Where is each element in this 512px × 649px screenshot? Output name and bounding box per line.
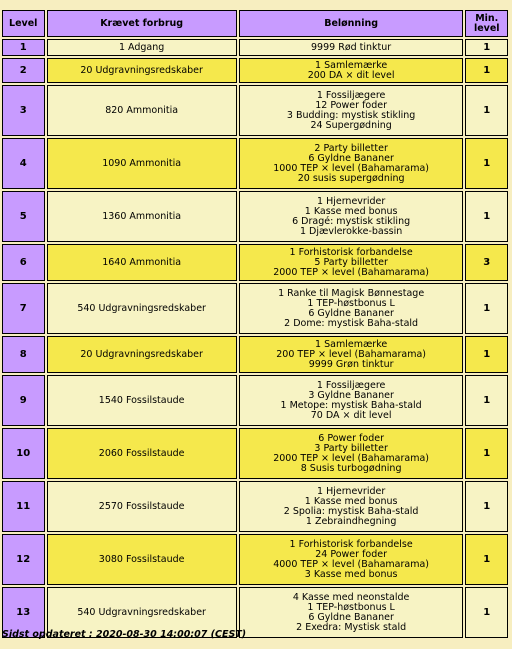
table-row	[2, 244, 508, 281]
table-body	[2, 39, 508, 638]
reward-item: 1 Zebraindhegning	[305, 515, 397, 527]
row-reward	[239, 58, 464, 83]
row-reward	[239, 481, 464, 532]
reward-item: 1 Forhistorisk forbandelse	[289, 538, 413, 550]
header-min-level: Min. level	[465, 10, 508, 37]
reward-item: 2 Party billetter	[314, 142, 388, 154]
reward-item: 24 Power foder	[315, 548, 388, 560]
row-min-level: 1	[465, 191, 508, 242]
row-reward	[239, 191, 464, 242]
reward-item: 70 DA × dit level	[310, 409, 392, 421]
reward-item: 4000 TEP × level (Bahamarama)	[273, 558, 430, 570]
table-row	[2, 58, 508, 83]
reward-item: 2000 TEP × level (Bahamarama)	[273, 266, 430, 278]
reward-item: 2000 TEP × level (Bahamarama)	[273, 452, 430, 464]
row-level: 12	[2, 534, 45, 585]
rewards-table	[0, 8, 510, 640]
row-cost: 1 Adgang	[47, 39, 237, 56]
reward-item: 1 Fossiljægere	[316, 379, 386, 391]
row-cost: 1090 Ammonitia	[47, 138, 237, 189]
header-reward: Belønning	[239, 10, 464, 37]
row-min-level: 1	[465, 428, 508, 479]
row-level: 2	[2, 58, 45, 83]
row-reward	[239, 39, 464, 56]
row-min-level: 1	[465, 481, 508, 532]
row-reward	[239, 587, 464, 638]
reward-item: 1 Hjernevrider	[317, 485, 386, 497]
last-updated: Sidst opdateret : 2020-08-30 14:00:07 (CEST)	[2, 629, 247, 640]
table-row	[2, 138, 508, 189]
row-reward	[239, 283, 464, 334]
row-reward	[239, 534, 464, 585]
reward-item: 1 Hjernevrider	[317, 195, 386, 207]
row-cost: 2060 Fossilstaude	[47, 428, 237, 479]
row-level: 1	[2, 39, 45, 56]
row-reward	[239, 375, 464, 426]
row-level: 3	[2, 85, 45, 136]
row-level: 6	[2, 244, 45, 281]
reward-item: 8 Susis turbogødning	[300, 462, 402, 474]
reward-item: 9999 Grøn tinktur	[308, 358, 394, 370]
reward-item: 3 Party billetter	[314, 442, 388, 454]
header-level: Level	[2, 10, 45, 37]
row-min-level: 1	[465, 138, 508, 189]
reward-item: 1000 TEP × level (Bahamarama)	[273, 162, 430, 174]
reward-item: 6 Gyldne Bananer	[308, 307, 394, 319]
row-cost: 1640 Ammonitia	[47, 244, 237, 281]
row-min-level: 1	[465, 58, 508, 83]
row-cost: 3080 Fossilstaude	[47, 534, 237, 585]
row-level: 4	[2, 138, 45, 189]
row-cost: 1360 Ammonitia	[47, 191, 237, 242]
reward-item: 1 Samlemærke	[315, 59, 388, 71]
table-row	[2, 375, 508, 426]
table-row	[2, 534, 508, 585]
row-reward	[239, 244, 464, 281]
table-row	[2, 191, 508, 242]
reward-item: 5 Party billetter	[314, 256, 388, 268]
row-cost: 540 Udgravningsredskaber	[47, 587, 237, 638]
table-row	[2, 85, 508, 136]
reward-item: 1 TEP-høstbonus L	[307, 601, 395, 613]
row-level: 10	[2, 428, 45, 479]
reward-item: 12 Power foder	[315, 99, 388, 111]
table-row	[2, 428, 508, 479]
row-reward	[239, 336, 464, 373]
reward-item: 6 Gyldne Bananer	[308, 152, 394, 164]
row-min-level: 1	[465, 375, 508, 426]
row-level: 7	[2, 283, 45, 334]
reward-item: 1 Forhistorisk forbandelse	[289, 246, 413, 258]
reward-item: 1 Samlemærke	[315, 338, 388, 350]
reward-item: 6 Power foder	[318, 432, 384, 444]
row-level: 11	[2, 481, 45, 532]
reward-item: 1 Fossiljægere	[316, 89, 386, 101]
reward-item: 1 Kasse med bonus	[304, 205, 398, 217]
row-cost: 540 Udgravningsredskaber	[47, 283, 237, 334]
row-cost: 20 Udgravningsredskaber	[47, 58, 237, 83]
reward-item: 2 Exedra: Mystisk stald	[296, 621, 407, 633]
row-min-level: 1	[465, 283, 508, 334]
row-reward	[239, 85, 464, 136]
row-min-level: 1	[465, 85, 508, 136]
reward-item: 2 Dome: mystisk Baha-stald	[284, 317, 419, 329]
table-row	[2, 39, 508, 56]
reward-item: 1 Metope: mystisk Baha-stald	[280, 399, 422, 411]
row-min-level: 1	[465, 587, 508, 638]
row-level: 5	[2, 191, 45, 242]
table-row	[2, 283, 508, 334]
table-row	[2, 481, 508, 532]
row-min-level: 3	[465, 244, 508, 281]
reward-item: 6 Dragé: mystisk stikling	[292, 215, 411, 227]
row-cost: 820 Ammonitia	[47, 85, 237, 136]
row-level: 13	[2, 587, 45, 638]
table-row	[2, 336, 508, 373]
reward-item: 200 DA × dit level	[307, 69, 395, 81]
row-min-level: 1	[465, 336, 508, 373]
reward-item: 9999 Rød tinktur	[311, 41, 392, 53]
reward-item: 20 susis supergødning	[297, 172, 405, 184]
reward-item: 6 Gyldne Bananer	[308, 611, 394, 623]
reward-item: 1 Ranke til Magisk Bønnestage	[278, 287, 425, 299]
reward-item: 1 Kasse med bonus	[304, 495, 398, 507]
row-reward	[239, 428, 464, 479]
reward-item: 3 Gyldne Bananer	[308, 389, 394, 401]
reward-item: 1 Djævlerokke-bassin	[299, 225, 403, 237]
row-reward	[239, 138, 464, 189]
reward-item: 3 Budding: mystisk stikling	[286, 109, 416, 121]
row-level: 9	[2, 375, 45, 426]
reward-item: 2 Spolia: mystisk Baha-stald	[283, 505, 419, 517]
row-cost: 2570 Fossilstaude	[47, 481, 237, 532]
row-min-level: 1	[465, 39, 508, 56]
reward-item: 1 TEP-høstbonus L	[307, 297, 395, 309]
row-cost: 1540 Fossilstaude	[47, 375, 237, 426]
reward-item: 4 Kasse med neonstalde	[292, 591, 410, 603]
reward-item: 200 TEP × level (Bahamarama)	[276, 348, 427, 360]
reward-item: 24 Supergødning	[310, 119, 392, 131]
header-cost: Krævet forbrug	[47, 10, 237, 37]
table-header-row	[2, 10, 508, 37]
reward-item: 3 Kasse med bonus	[304, 568, 398, 580]
row-min-level: 1	[465, 534, 508, 585]
row-cost: 20 Udgravningsredskaber	[47, 336, 237, 373]
row-level: 8	[2, 336, 45, 373]
